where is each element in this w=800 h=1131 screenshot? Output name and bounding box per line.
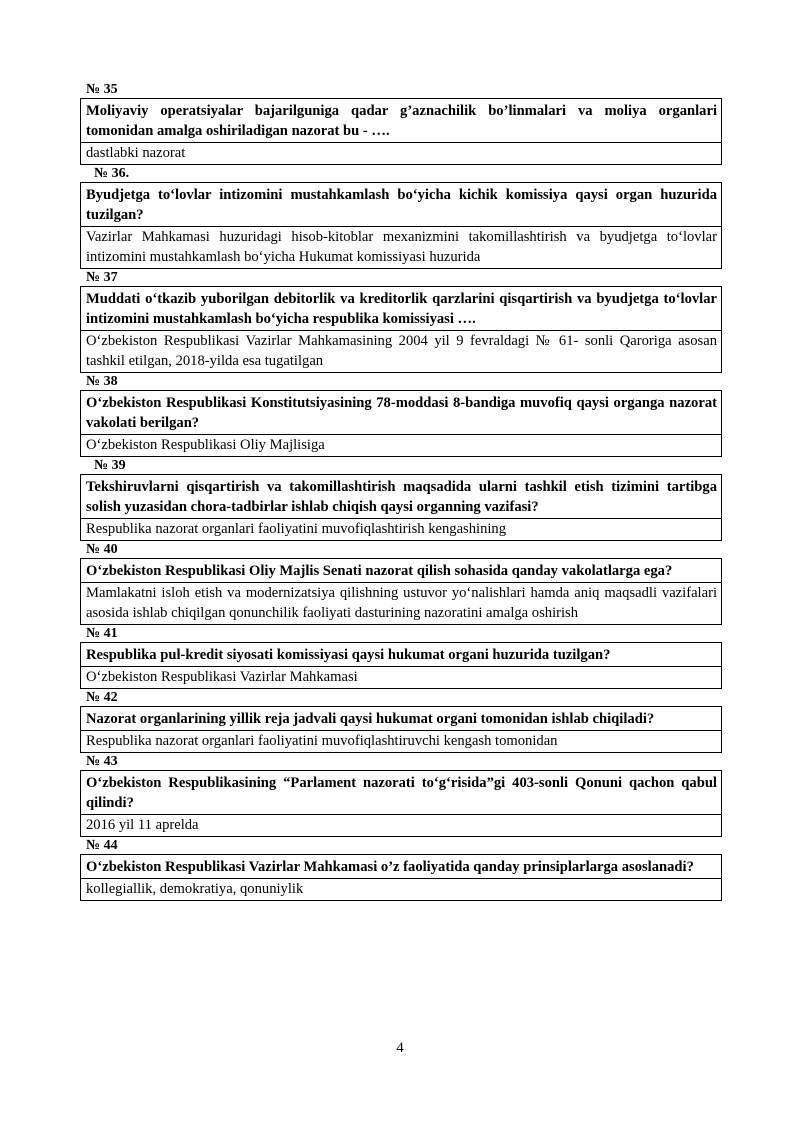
question-block <box>80 182 722 269</box>
answer-text: 2016 yil 11 aprelda <box>86 817 199 833</box>
question-block <box>80 98 722 165</box>
answer-text: kollegiallik, demokratiya, qonuniylik <box>86 881 304 897</box>
question-text: O‘zbekiston Respublikasining “Parlament nazorati to‘g‘risida”gi 403-sonli Qonuni qachon qabul qilindi? <box>81 771 721 815</box>
question-text: Tekshiruvlarni qisqartirish va takomillashtirish maqsadida ularni tashkil etish tizimini tartibga solish yuzasidan chora-tadbirlar ishlab chiqish qaysi organning vazifasi? <box>81 475 721 519</box>
question-block <box>80 706 722 753</box>
question-number: № 36. <box>94 166 130 181</box>
question-text: O‘zbekiston Respublikasi Vazirlar Mahkamasi o’z faoliyatida qanday prinsiplarlarga asoslanadi? <box>81 855 721 879</box>
page-number: 4 <box>396 1040 404 1056</box>
answer-text: O‘zbekiston Respublikasi Vazirlar Mahkamasi <box>86 669 358 685</box>
answer-text: dastlabki nazorat <box>86 145 186 161</box>
answer-text: Respublika nazorat organlari faoliyatini muvofiqlashtirish kengashining <box>86 521 507 537</box>
question-text: Moliyaviy operatsiyalar bajarilguniga qadar g’aznachilik bo’linmalari va moliya organlari tomonidan amalga oshiriladigan nazorat bu - …. <box>81 99 721 143</box>
question-number: № 37 <box>86 270 118 285</box>
answer-text: Vazirlar Mahkamasi huzuridagi hisob-kitoblar mexanizmini takomillashtirish va byudjetga to‘lovlar intizomini mustahkamlash bo‘yicha Hukumat komissiyasi huzurida <box>86 229 717 265</box>
question-number: № 42 <box>86 690 118 705</box>
question-text: Nazorat organlarining yillik reja jadvali qaysi hukumat organi tomonidan ishlab chiqiladi? <box>81 707 721 731</box>
question-text: O‘zbekiston Respublikasi Oliy Majlis Senati nazorat qilish sohasida qanday vakolatlarga ega? <box>81 559 721 583</box>
question-number: № 41 <box>86 626 118 641</box>
answer-text: Respublika nazorat organlari faoliyatini muvofiqlashtiruvchi kengash tomonidan <box>86 733 558 749</box>
question-block <box>80 854 722 901</box>
question-number: № 38 <box>86 374 118 389</box>
question-block <box>80 286 722 373</box>
question-number: № 40 <box>86 542 118 557</box>
question-text: O‘zbekiston Respublikasi Konstitutsiyasining 78-moddasi 8-bandiga muvofiq qaysi organga nazorat vakolati berilgan? <box>81 391 721 435</box>
question-text: Respublika pul-kredit siyosati komissiyasi qaysi hukumat organi huzurida tuzilgan? <box>81 643 721 667</box>
question-block <box>80 770 722 837</box>
question-block <box>80 558 722 625</box>
question-text: Byudjetga to‘lovlar intizomini mustahkamlash bo‘yicha kichik komissiya qaysi organ huzurida tuzilgan? <box>81 183 721 227</box>
answer-text: O‘zbekiston Respublikasi Vazirlar Mahkamasining 2004 yil 9 fevraldagi № 61- sonli Qaroriga asosan tashkil etilgan, 2018-yilda esa tugatilgan <box>86 333 717 369</box>
question-block <box>80 474 722 541</box>
question-number: № 39 <box>94 458 126 473</box>
question-number: № 35 <box>86 82 118 97</box>
answer-text: Mamlakatni isloh etish va modernizatsiya qilishning ustuvor yo‘nalishlari hamda aniq maqsadli vazifalari asosida ishlab chiqilgan qonunchilik faoliyati dasturining nazoratini amalga oshirish <box>86 585 717 621</box>
question-list <box>80 81 722 901</box>
question-number: № 44 <box>86 838 118 853</box>
answer-text: O‘zbekiston Respublikasi Oliy Majlisiga <box>86 437 325 453</box>
question-block <box>80 642 722 689</box>
question-block <box>80 390 722 457</box>
question-number: № 43 <box>86 754 118 769</box>
question-text: Muddati o‘tkazib yuborilgan debitorlik va kreditorlik qarzlarini qisqartirish va byudjetga to‘lovlar intizomini mustahkamlash bo‘yicha respublika komissiyasi …. <box>81 287 721 331</box>
